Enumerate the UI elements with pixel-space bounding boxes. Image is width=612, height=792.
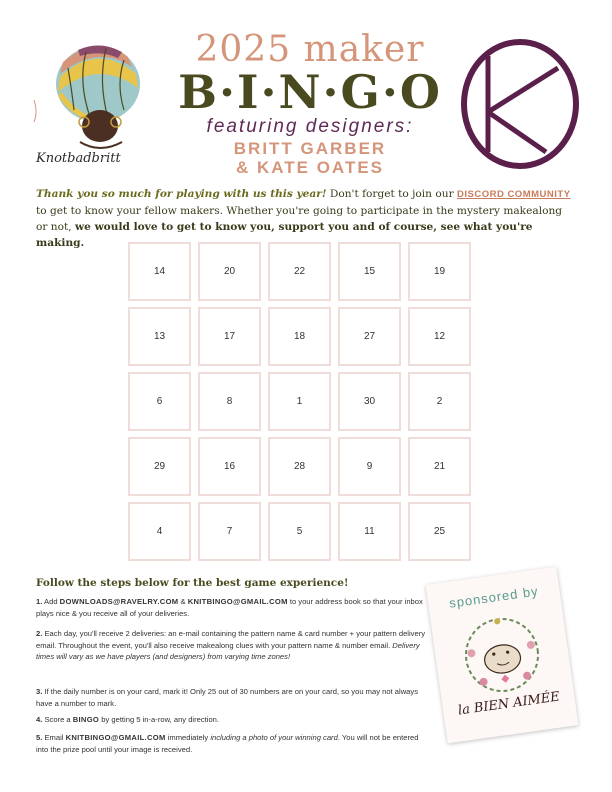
bingo-cell[interactable]: 18 (268, 307, 331, 366)
featuring-label: featuring designers: (206, 116, 414, 137)
bingo-card (128, 242, 480, 564)
intro-text-1: Don't forget to join our (326, 188, 457, 200)
bingo-title: B·I·N·G·O (178, 65, 442, 119)
bingo-cell[interactable]: 29 (128, 437, 191, 496)
bingo-cell[interactable]: 1 (268, 372, 331, 431)
designer-1: BRITT GARBER (233, 139, 387, 158)
bingo-cell[interactable]: 6 (128, 372, 191, 431)
bingo-cell[interactable]: 15 (338, 242, 401, 301)
bingo-cell[interactable]: 25 (408, 502, 471, 561)
steps-title: Follow the steps below for the best game experience! (36, 577, 349, 589)
email-knitbingo[interactable]: KNITBINGO@GMAIL.COM (187, 597, 288, 606)
step-2: 2. Each day, you'll receive 2 deliveries: an e-mail containing the pattern name & card number + your pattern delivery email. Throughout the event, you'll also receive makealong clues with your pattern name & number email. Delivery times will vary as we have players (and designers) from varying time zones! (36, 629, 426, 661)
sponsor-wreath-icon (450, 603, 554, 705)
bingo-cell[interactable]: 8 (198, 372, 261, 431)
bingo-cell[interactable]: 14 (128, 242, 191, 301)
intro-bold: we would love to get to know you, support you and of course, see what you're making. (36, 221, 533, 249)
bingo-cell[interactable]: 20 (198, 242, 261, 301)
bingo-cell[interactable]: 21 (408, 437, 471, 496)
step-3: 3. If the daily number is on your card, mark it! Only 25 out of 30 numbers are on your card, so you may not always have a number to mark. (36, 687, 418, 708)
bingo-cell[interactable]: 22 (268, 242, 331, 301)
step-1: 1. Add DOWNLOADS@RAVELRY.COM & KNITBINGO@GMAIL.COM to your address book so that your inbox plays nice & you receive all of your deliveries. (36, 597, 423, 618)
bingo-cell[interactable]: 7 (198, 502, 261, 561)
bingo-cell[interactable]: 19 (408, 242, 471, 301)
sponsor-card (426, 567, 579, 744)
kate-oates-k-logo (458, 34, 584, 174)
bingo-cell[interactable]: 28 (268, 437, 331, 496)
year-title: 2025 maker (195, 29, 425, 70)
bingo-cell[interactable]: 16 (198, 437, 261, 496)
bingo-cell[interactable]: 4 (128, 502, 191, 561)
bingo-cell[interactable]: 17 (198, 307, 261, 366)
bingo-cell[interactable]: 2 (408, 372, 471, 431)
bingo-cell[interactable]: 27 (338, 307, 401, 366)
email-ravelry[interactable]: DOWNLOADS@RAVELRY.COM (59, 597, 179, 606)
bingo-cell[interactable]: 30 (338, 372, 401, 431)
logo-script-text: Knotbadbritt (36, 151, 121, 166)
intro-text-2: to get to know your fellow makers. Whether you're going to participate in the mystery makealong or not, (36, 205, 563, 233)
bingo-cell[interactable]: 12 (408, 307, 471, 366)
discord-community-link[interactable]: DISCORD COMMUNITY (457, 189, 571, 200)
bingo-cell[interactable]: 5 (268, 502, 331, 561)
email-knitbingo-2[interactable]: KNITBINGO@GMAIL.COM (65, 733, 166, 742)
designer-2: & KATE OATES (235, 158, 385, 177)
bingo-cell[interactable]: 13 (128, 307, 191, 366)
sponsored-by-label: sponsored by (448, 583, 540, 611)
knotbadbritt-logo (28, 22, 168, 172)
step-5: 5. Email KNITBINGO@GMAIL.COM immediately including a photo of your winning card. You will not be entered into the prize pool until your image is received. (36, 733, 419, 754)
intro-thanks: Thank you so much for playing with us this year! (36, 188, 327, 200)
bingo-cell[interactable]: 11 (338, 502, 401, 561)
sponsor-name: la BIEN AIMÉE (457, 689, 561, 719)
step-4: 4. Score a BINGO by getting 5 in-a-row, any direction. (36, 715, 220, 724)
bingo-cell[interactable]: 9 (338, 437, 401, 496)
